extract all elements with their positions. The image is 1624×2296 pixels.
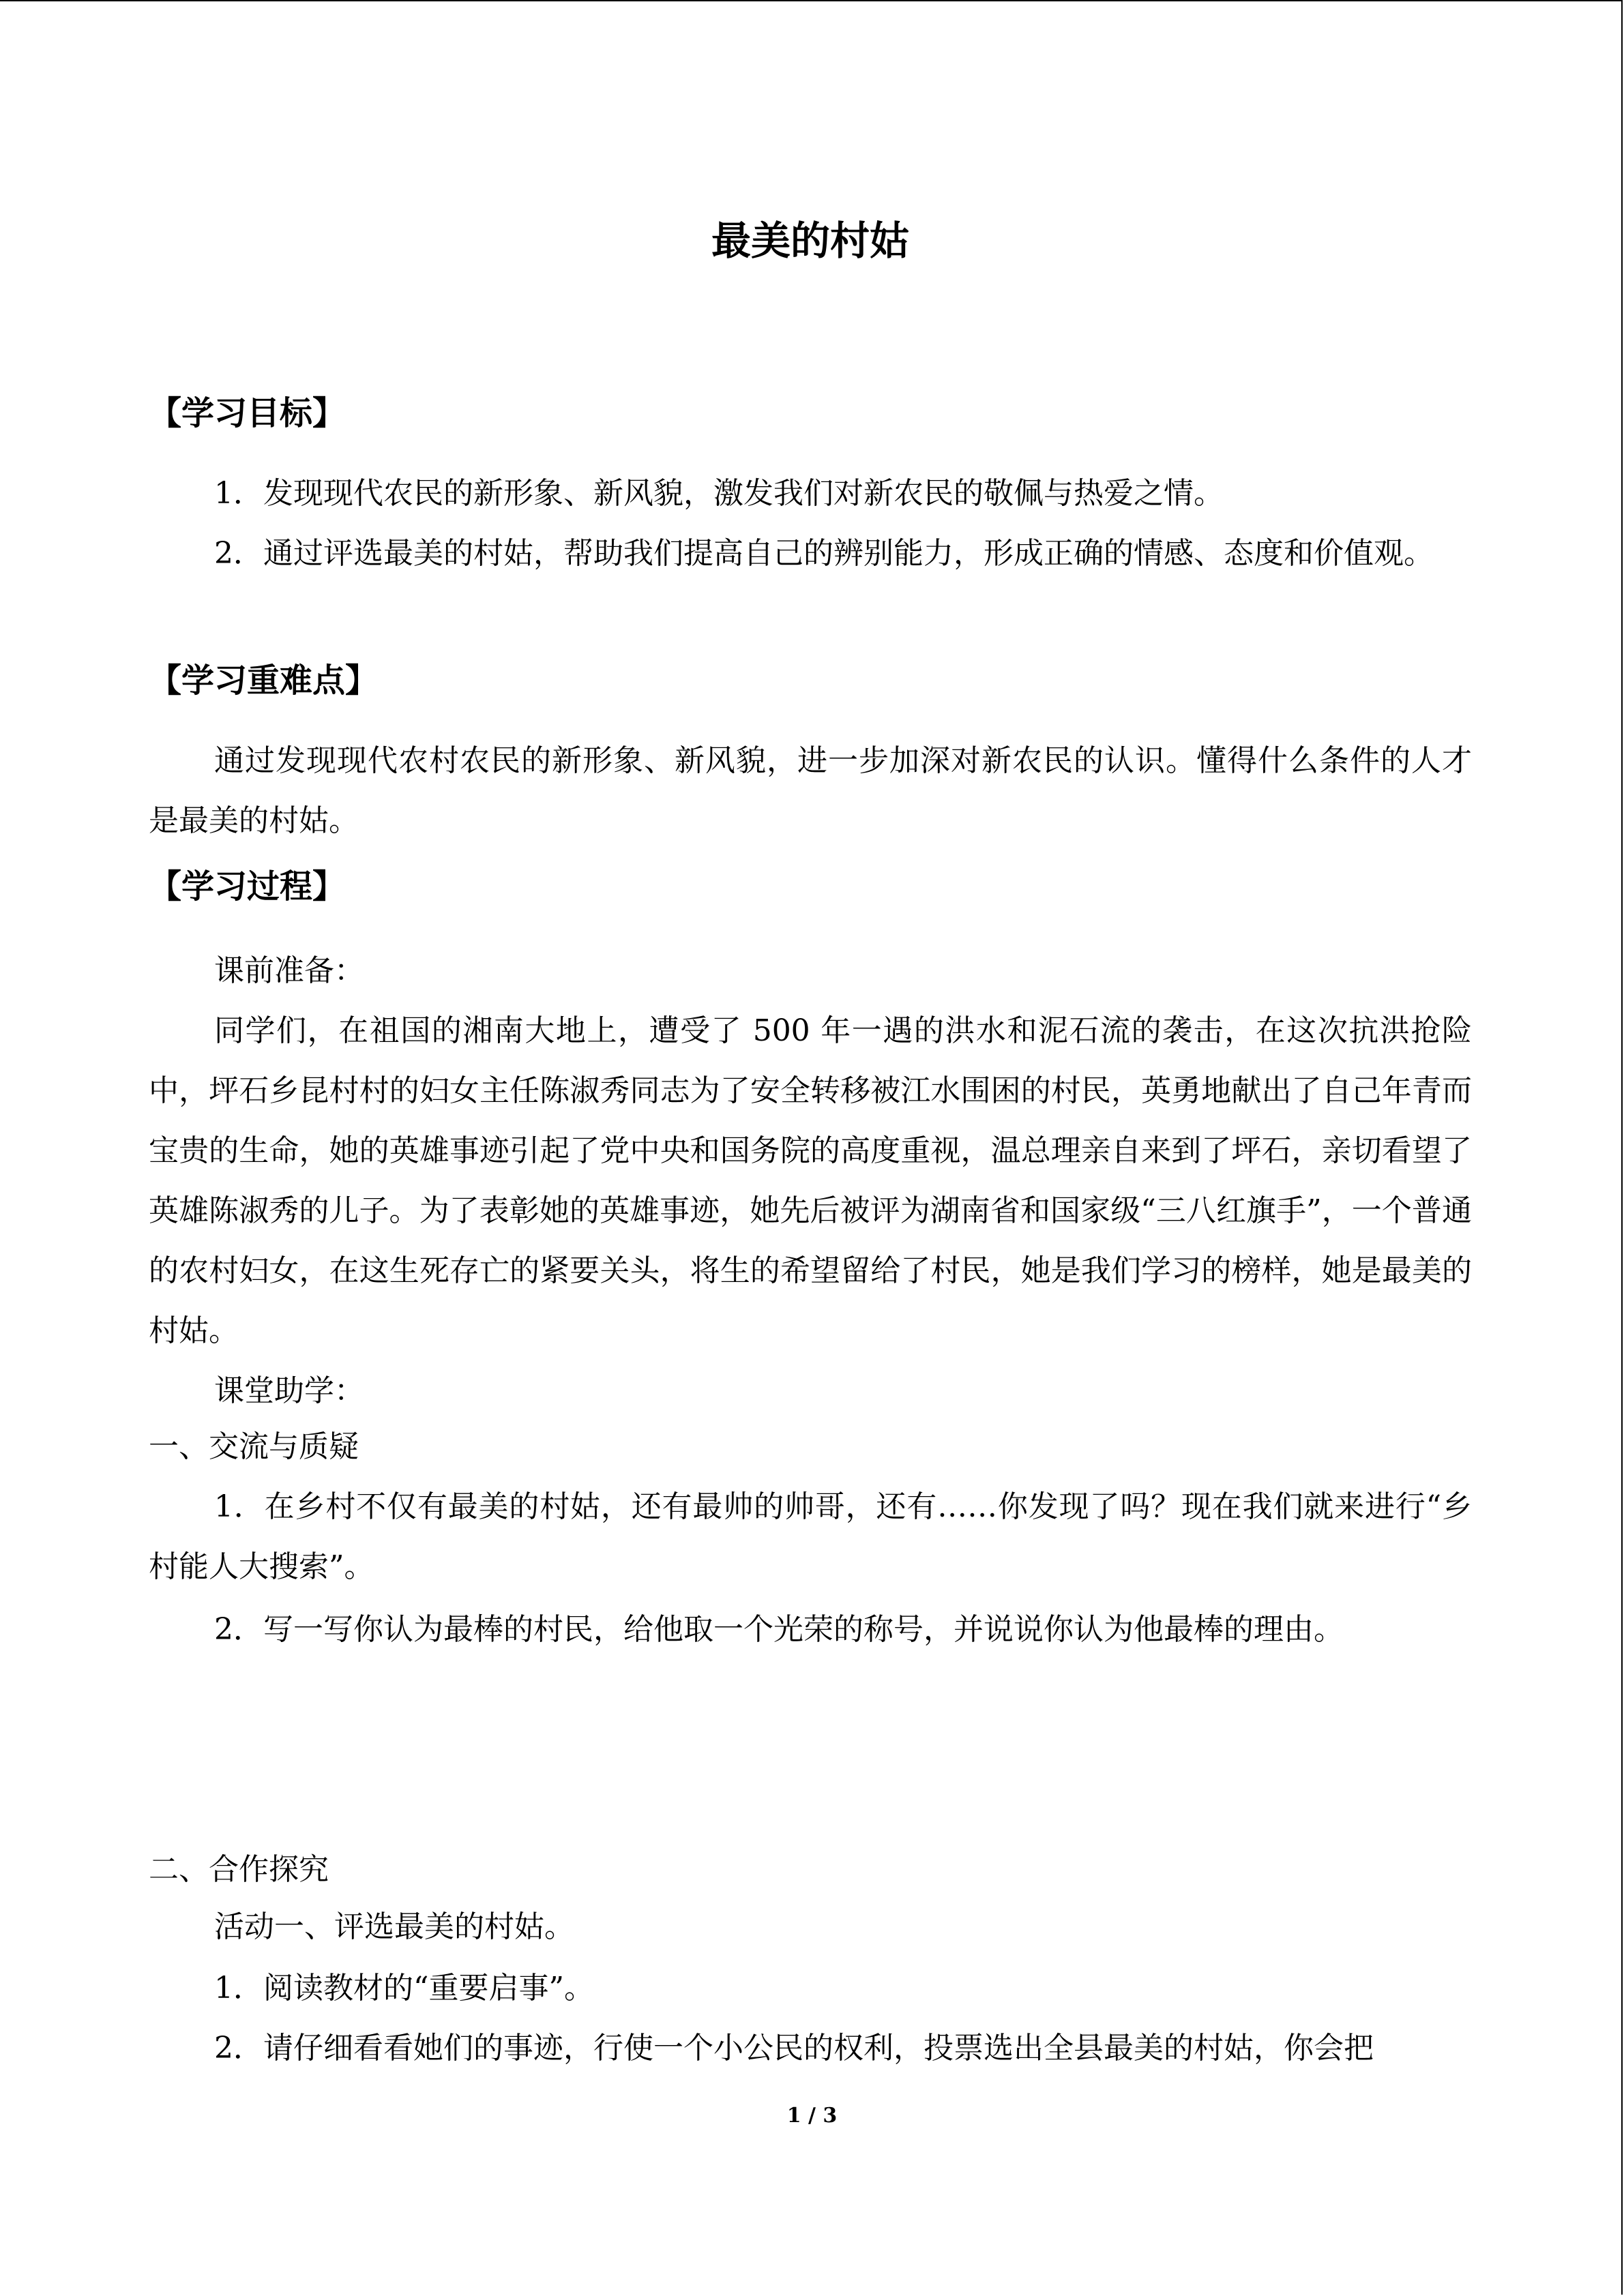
pre-class-text: 同学们，在祖国的湘南大地上，遭受了 500 年一遇的洪水和泥石流的袭击，在这次抗洪抢险中，坪石乡昆村村的妇女主任陈淑秀同志为了安全转移被江水围困的村民，英勇地献出了自己年青而宝贵的生命，她的英雄事迹引起了党中央和国务院的高度重视，温总理亲自来到了坪石，亲切看望了英雄陈淑秀的儿子。为了表彰她的英雄事迹，她先后被评为湖南省和国家级“三八红旗手”，一个普通的农村妇女，在这生死存亡的紧要关头，将生的希望留给了村民，她是我们学习的榜样，她是最美的村姑。: [149, 1013, 1473, 1348]
activity-1-title: 活动一、评选最美的村姑。: [214, 1909, 574, 1944]
activity-1-item-2: 2．请仔细看看她们的事迹，行使一个小公民的权利，投票选出全县最美的村姑，你会把: [214, 2031, 1374, 2066]
learning-goals-heading: 【学习目标】: [149, 394, 346, 432]
activity-1-item-1: 1．阅读教材的“重要启事”。: [214, 1971, 594, 2006]
goal-item-2: 2．通过评选最美的村姑，帮助我们提高自己的辨别能力，形成正确的情感、态度和价值观。: [214, 536, 1434, 571]
in-class-label: 课堂助学：: [214, 1373, 364, 1408]
part-2-heading: 二、合作探究: [149, 1852, 329, 1887]
learning-process-heading: 【学习过程】: [149, 867, 346, 906]
part-1-heading: 一、交流与质疑: [149, 1429, 359, 1464]
pre-class-label: 课前准备：: [214, 953, 364, 988]
part-1-item-1: 1．在乡村不仅有最美的村姑，还有最帅的帅哥，还有……你发现了吗？现在我们就来进行“乡村能人大搜索”。: [149, 1489, 1472, 1584]
document-title: 最美的村姑: [711, 218, 909, 264]
key-points-heading: 【学习重难点】: [149, 661, 379, 700]
part-1-item-2: 2．写一写你认为最棒的村民，给他取一个光荣的称号，并说说你认为他最棒的理由。: [214, 1612, 1344, 1647]
page-number: 1 / 3: [786, 2104, 838, 2128]
key-points-text: 通过发现现代农村农民的新形象、新风貌，进一步加深对新农民的认识。懂得什么条件的人才是最美的村姑。: [149, 743, 1472, 838]
goal-item-1: 1．发现现代农民的新形象、新风貌，激发我们对新农民的敬佩与热爱之情。: [214, 476, 1224, 511]
